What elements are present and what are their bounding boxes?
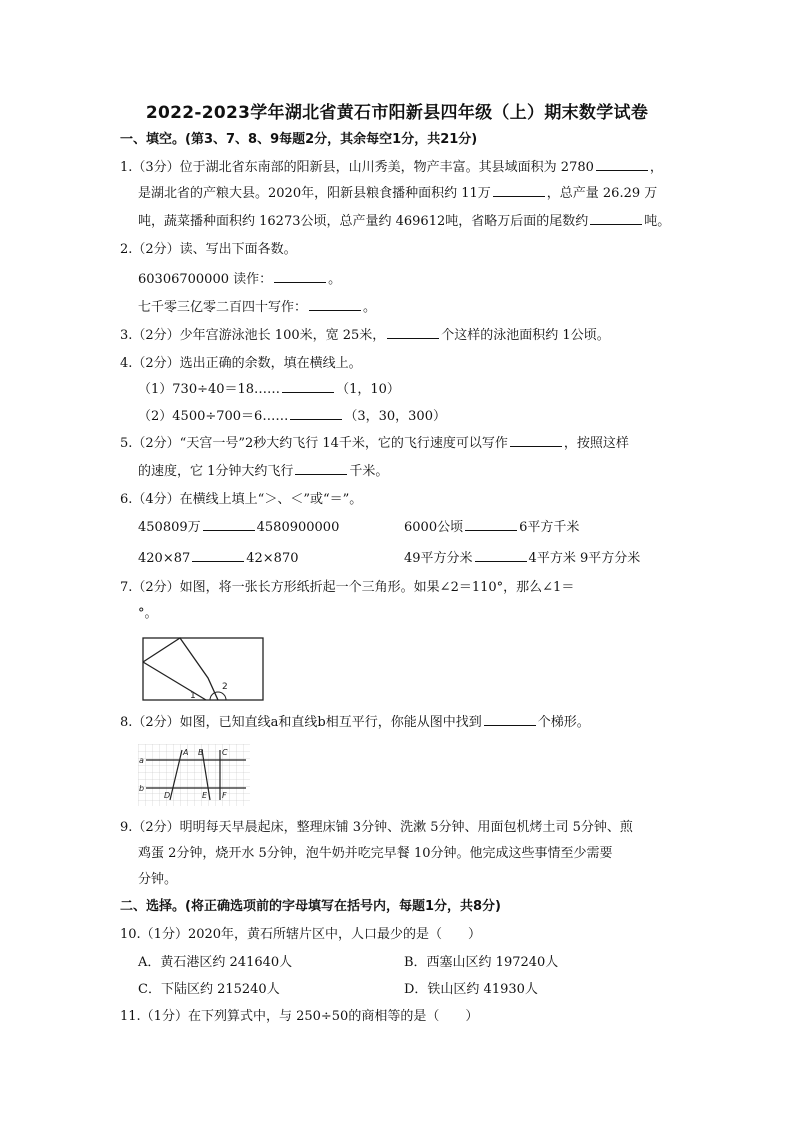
q6-row2-left <box>138 549 299 569</box>
q10-option-a[interactable]: A．黄石港区约 241640人 <box>138 955 293 970</box>
label-B: B <box>198 748 204 757</box>
q6-r1l-text: 450809万 <box>138 520 201 535</box>
q7-folded-paper-figure <box>138 632 266 704</box>
q11-line-1: 11.（1分）在下列算式中，与 250÷50的商相等的是（ ） <box>120 1009 479 1024</box>
q6-row1-left <box>138 518 339 538</box>
label-E: E <box>202 791 208 800</box>
q6-r2r-end: 4平方米 9平方分米 <box>528 551 641 566</box>
answer-blank[interactable] <box>493 184 545 197</box>
grid-background <box>138 744 250 806</box>
q2-line-2 <box>138 270 341 290</box>
q1-text-a-end: ， <box>649 160 663 175</box>
q2-text-c-end: 。 <box>363 300 377 315</box>
q3-text-a-end: 个这样的泳池面积约 1公顷。 <box>441 328 610 343</box>
angle-2-label: 2 <box>222 682 228 692</box>
triangle-edge <box>143 662 206 700</box>
q6-r1r-text: 6000公顷 <box>404 520 464 535</box>
q2-text-c: 七千零三亿零二百四十写作： <box>138 300 308 315</box>
q2-line-3 <box>138 298 376 318</box>
q3-text-a: 3.（2分）少年宫游泳池长 100米，宽 25米， <box>120 328 386 343</box>
q8-text-a-end: 个梯形。 <box>537 715 590 730</box>
q1-line-3 <box>138 212 670 232</box>
q6-row2-right <box>404 549 640 569</box>
q5-line-1 <box>120 434 629 454</box>
answer-blank[interactable] <box>465 518 517 531</box>
q1-line-1 <box>120 158 663 178</box>
q6-r1r-end: 6平方千米 <box>519 520 580 535</box>
q9-line-3: 分钟。 <box>138 872 178 887</box>
section-2-heading: 二、选择。(将正确选项前的字母填写在括号内，每题1分，共8分) <box>120 899 501 914</box>
q3-line-1 <box>120 326 610 346</box>
q1-text-a: 1.（3分）位于湖北省东南部的阳新县，山川秀美，物产丰富。其县域面积为 2780 <box>120 160 594 175</box>
q10-line-1: 10.（1分）2020年，黄石所辖片区中，人口最少的是（ ） <box>120 927 482 942</box>
q4-text-b-end: （1，10） <box>336 382 400 397</box>
q8-parallel-lines-figure <box>138 744 250 806</box>
angle-1-label: 1 <box>190 691 196 701</box>
q5-text-a-end: ，按照这样 <box>563 436 629 451</box>
q4-line-3 <box>138 407 446 427</box>
q6-r2l-text: 420×87 <box>138 551 191 566</box>
rectangle-paper <box>143 638 263 700</box>
q1-text-c: 吨，蔬菜播种面积约 16273公顷，总产量约 469612吨，省略万后面的尾数约 <box>138 214 589 229</box>
q7-line-2: °。 <box>138 606 158 621</box>
q8-text-a: 8.（2分）如图，已知直线a和直线b相互平行，你能从图中找到 <box>120 715 482 730</box>
q4-line-2 <box>138 380 400 400</box>
answer-blank[interactable] <box>475 549 527 562</box>
label-D: D <box>164 791 171 800</box>
page-title: 2022-2023学年湖北省黄石市阳新县四年级（上）期末数学试卷 <box>145 103 649 123</box>
q5-text-b-end: 千米。 <box>349 464 389 479</box>
answer-blank[interactable] <box>484 713 536 726</box>
section-1-heading: 一、填空。(第3、7、8、9每题2分，其余每空1分，共21分) <box>120 132 478 147</box>
q5-text-a: 5.（2分）“天宫一号”2秒大约飞行 14千米，它的飞行速度可以写作 <box>120 436 508 451</box>
answer-blank[interactable] <box>309 298 361 311</box>
label-a: a <box>139 756 144 765</box>
q4-text-c: （2）4500÷700＝6…… <box>138 409 289 424</box>
q8-line-1 <box>120 713 590 733</box>
q10-option-d[interactable]: D．铁山区约 41930人 <box>404 982 538 997</box>
answer-blank[interactable] <box>387 326 439 339</box>
q6-row1-right <box>404 518 579 538</box>
answer-blank[interactable] <box>192 549 244 562</box>
q5-line-2 <box>138 462 388 482</box>
label-A: A <box>183 748 189 757</box>
q2-line-1: 2.（2分）读、写出下面各数。 <box>120 242 297 257</box>
q10-option-b[interactable]: B．西塞山区约 197240人 <box>404 955 559 970</box>
answer-blank[interactable] <box>596 158 648 171</box>
q2-text-b-end: 。 <box>328 272 342 287</box>
q6-line-1: 6.（4分）在横线上填上“＞、＜”或“＝”。 <box>120 492 363 507</box>
answer-blank[interactable] <box>282 380 334 393</box>
q7-line-1: 7.（2分）如图，将一张长方形纸折起一个三角形。如果∠2＝110°，那么∠1＝ <box>120 580 575 595</box>
q4-text-b: （1）730÷40＝18…… <box>138 382 281 397</box>
q10-option-c[interactable]: C．下陆区约 215240人 <box>138 982 280 997</box>
answer-blank[interactable] <box>590 212 642 225</box>
q1-text-c-end: 吨。 <box>644 214 671 229</box>
answer-blank[interactable] <box>203 518 255 531</box>
q6-r2r-text: 49平方分米 <box>404 551 473 566</box>
q2-text-b: 60306700000 读作： <box>138 272 273 287</box>
q1-line-2 <box>138 184 657 204</box>
answer-blank[interactable] <box>295 462 347 475</box>
q5-text-b: 的速度，它 1分钟大约飞行 <box>138 464 294 479</box>
q9-line-2: 鸡蛋 2分钟，烧开水 5分钟，泡牛奶并吃完早餐 10分钟。他完成这些事情至少需要 <box>138 846 613 861</box>
q4-text-c-end: （3，30，300） <box>344 409 446 424</box>
q6-r1l-end: 4580900000 <box>256 520 340 535</box>
q6-r2l-end: 42×870 <box>246 551 299 566</box>
answer-blank[interactable] <box>290 407 342 420</box>
label-b: b <box>139 784 145 793</box>
label-F: F <box>222 791 227 800</box>
q4-line-1: 4.（2分）选出正确的余数，填在横线上。 <box>120 356 362 371</box>
q1-text-b: 是湖北省的产粮大县。2020年，阳新县粮食播种面积约 11万 <box>138 186 491 201</box>
q1-text-b-end: ，总产量 26.29 万 <box>546 186 658 201</box>
answer-blank[interactable] <box>274 270 326 283</box>
answer-blank[interactable] <box>510 434 562 447</box>
q9-line-1: 9.（2分）明明每天早晨起床，整理床铺 3分钟、洗漱 5分钟、用面包机烤土司 5分钟、煎 <box>120 820 633 835</box>
label-C: C <box>222 748 228 757</box>
